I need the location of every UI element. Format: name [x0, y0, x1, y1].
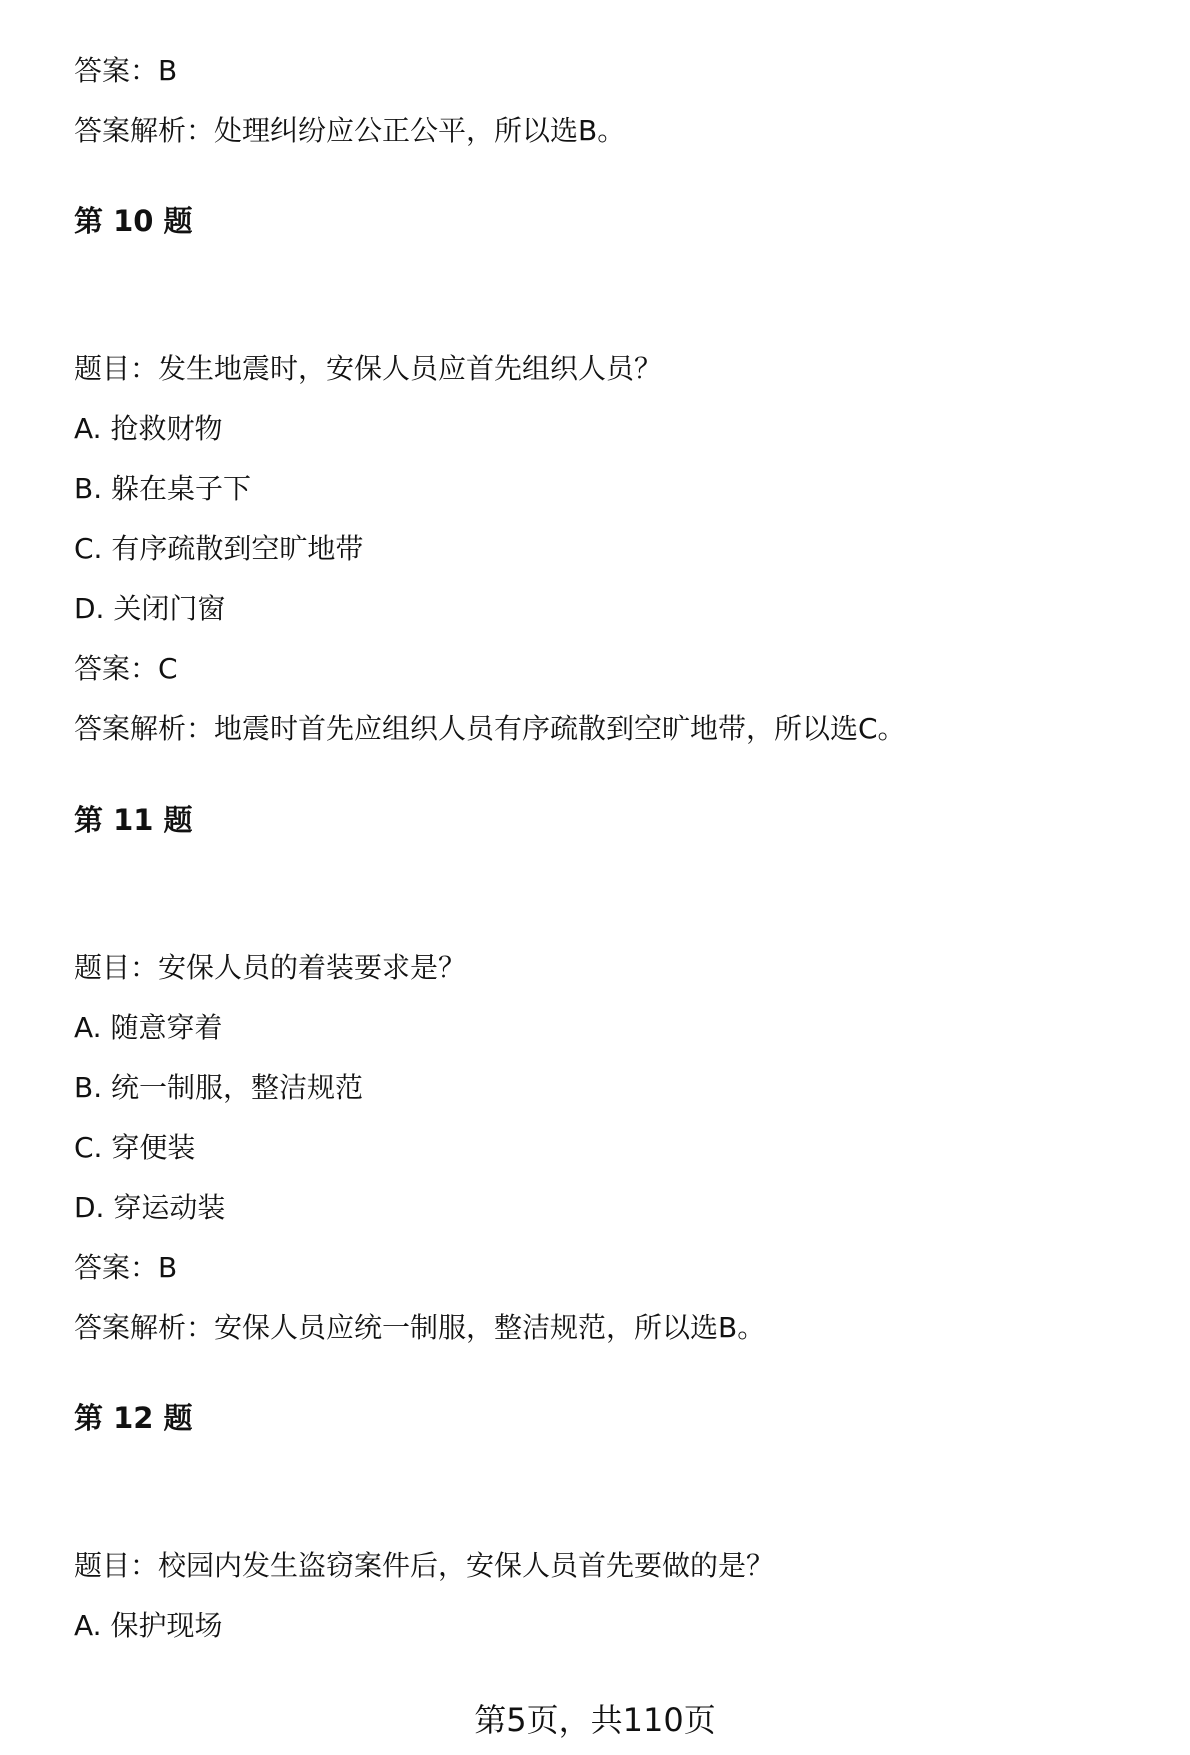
- option-a: A. 随意穿着: [74, 1011, 223, 1044]
- explanation-text: 答案解析：地震时首先应组织人员有序疏散到空旷地带，所以选C。: [74, 712, 906, 745]
- answer-text: 答案：C: [74, 652, 178, 685]
- option-c: C. 穿便装: [74, 1131, 196, 1164]
- explanation-text: 答案解析：安保人员应统一制服，整洁规范，所以选B。: [74, 1311, 766, 1344]
- option-d: D. 关闭门窗: [74, 592, 226, 625]
- option-a: A. 保护现场: [74, 1609, 223, 1642]
- option-b: B. 统一制服，整洁规范: [74, 1071, 364, 1104]
- question-stem: 题目：校园内发生盗窃案件后，安保人员首先要做的是？: [74, 1549, 775, 1582]
- answer-text: 答案：B: [74, 1251, 178, 1284]
- question-heading: 第 12 题: [74, 1401, 193, 1435]
- option-d: D. 穿运动装: [74, 1191, 226, 1224]
- option-b: B. 躲在桌子下: [74, 472, 252, 505]
- option-c: C. 有序疏散到空旷地带: [74, 532, 364, 565]
- question-heading: 第 10 题: [74, 204, 193, 238]
- explanation-text: 答案解析：处理纠纷应公正公平，所以选B。: [74, 114, 626, 147]
- option-a: A. 抢救财物: [74, 412, 223, 445]
- answer-text: 答案：B: [74, 54, 178, 87]
- question-stem: 题目：发生地震时，安保人员应首先组织人员？: [74, 352, 663, 385]
- question-stem: 题目：安保人员的着装要求是？: [74, 951, 467, 984]
- question-heading: 第 11 题: [74, 803, 193, 837]
- page-indicator: 第5页，共110页: [474, 1701, 716, 1739]
